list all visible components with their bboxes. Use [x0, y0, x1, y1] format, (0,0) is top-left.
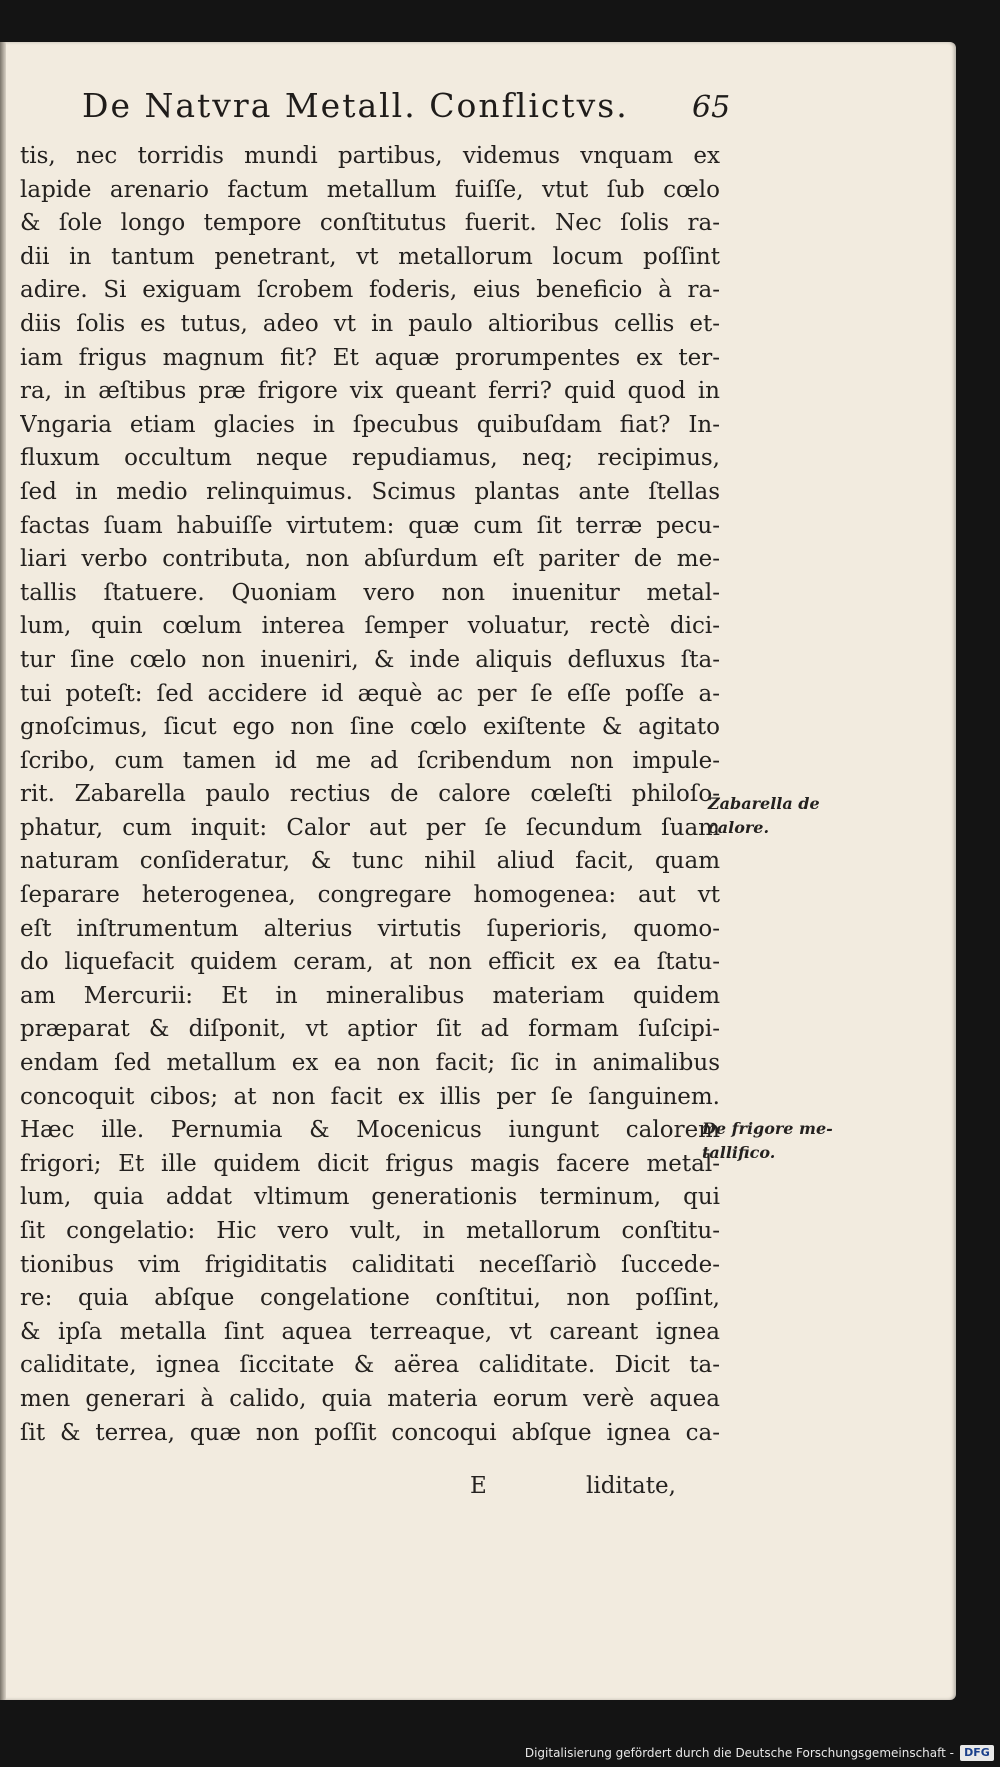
text-line: endam ſed metallum ex ea non facit; ſic in animalibus [20, 1050, 720, 1077]
text-line: re: quia abſque congelatione conſtitui, non poſſint, [20, 1285, 720, 1312]
text-line: tui poteſt: ſed accidere id æquè ac per ſe eſſe poſſe a- [20, 680, 720, 707]
text-line: lum, quin cœlum interea ſemper voluatur, rectè dici- [20, 613, 720, 640]
text-line: caliditate, ignea ſiccitate & aërea caliditate. Dicit ta- [20, 1352, 720, 1379]
text-line: præparat & diſponit, vt aptior ſit ad formam ſuſcipi- [20, 1016, 720, 1043]
signature-mark: E [470, 1473, 487, 1499]
body-text [20, 140, 720, 1450]
text-line: phatur, cum inquit: Calor aut per ſe ſecundum ſuam [20, 814, 720, 841]
text-line: eſt inſtrumentum alterius virtutis ſuperioris, quomo- [20, 915, 720, 942]
margin-note-line: tallifico. [702, 1143, 776, 1162]
text-line: am Mercurii: Et in mineralibus materiam quidem [20, 982, 720, 1009]
text-line: do liquefacit quidem ceram, at non efficit ex ea ſtatu- [20, 949, 720, 976]
text-line: ſit congelatio: Hic vero vult, in metallorum conſtitu- [20, 1218, 720, 1244]
margin-note-frigore [702, 1117, 833, 1165]
catchword: liditate, [586, 1473, 676, 1499]
dfg-logo-icon: DFG [960, 1745, 994, 1761]
text-line: ra, in æſtibus præ frigore vix queant ferri? quid quod in [20, 378, 720, 405]
page-gutter-edge [0, 42, 6, 1700]
text-line: & ipſa metalla ſint aquea terreaque, vt careant ignea [20, 1318, 720, 1345]
text-line: tionibus vim frigiditatis caliditati neceſſariò ſuccede- [20, 1251, 720, 1278]
digitization-credit [525, 1743, 994, 1763]
text-line: liari verbo contributa, non abſurdum eſt pariter de me- [20, 546, 720, 573]
margin-note-line: Zabarella de [708, 794, 820, 813]
text-line: factas ſuam habuiſſe virtutem: quæ cum ſit terræ pecu- [20, 512, 720, 539]
credit-text: Digitalisierung gefördert durch die Deutsche Forschungsgemeinschaft - [524, 1746, 954, 1760]
text-line: tur ſine cœlo non inueniri, & inde aliquis defluxus ſta- [20, 646, 720, 673]
text-line: frigori; Et ille quidem dicit frigus magis facere metal- [20, 1150, 720, 1177]
text-line: ſcribo, cum tamen id me ad ſcribendum non impule- [20, 747, 720, 774]
text-line: ſed in medio relinquimus. Scimus plantas ante ſtellas [20, 478, 720, 505]
margin-note-line: calore. [708, 818, 770, 837]
text-line: Hæc ille. Pernumia & Mocenicus iungunt calorem [20, 1117, 720, 1144]
text-line: dii in tantum penetrant, vt metallorum locum poſſint [20, 243, 720, 270]
text-line: iam frigus magnum fit? Et aquæ prorumpentes ex ter- [20, 344, 720, 371]
text-line: & ſole longo tempore conſtitutus fuerit. Nec ſolis ra- [20, 210, 720, 237]
text-line: lapide arenario factum metallum fuiſſe, vtut ſub cœlo [20, 176, 720, 203]
text-line: rit. Zabarella paulo rectius de calore cœleſti philoſo- [20, 781, 720, 808]
margin-note-zabarella [708, 792, 820, 840]
text-line: naturam conſideratur, & tunc nihil aliud facit, quam [20, 848, 720, 875]
page-number: 65 [692, 90, 731, 125]
running-head: De Natvra Metall. Conflictvs. [82, 86, 629, 125]
margin-note-line: De frigore me- [702, 1119, 833, 1138]
text-line: men generari à calido, quia materia eorum verè aquea [20, 1385, 720, 1412]
text-line: ſeparare heterogenea, congregare homogenea: aut vt [20, 882, 720, 909]
text-line: concoquit cibos; at non facit ex illis per ſe ſanguinem. [20, 1083, 720, 1110]
text-line: tallis ſtatuere. Quoniam vero non inuenitur metal- [20, 579, 720, 606]
text-line: Vngaria etiam glacies in ſpecubus quibuſdam fiat? In- [20, 411, 720, 438]
text-line: fluxum occultum neque repudiamus, neq; recipimus, [20, 445, 720, 472]
text-line: ſit & terrea, quæ non poſſit concoqui abſque ignea ca- [20, 1419, 720, 1446]
text-line: adire. Si exiguam ſcrobem foderis, eius beneficio à ra- [20, 277, 720, 304]
text-line: tis, nec torridis mundi partibus, videmus vnquam ex [20, 143, 720, 169]
text-line: lum, quia addat vltimum generationis terminum, qui [20, 1184, 720, 1211]
text-line: diis ſolis es tutus, adeo vt in paulo altioribus cellis et- [20, 310, 720, 337]
text-line: gnoſcimus, ſicut ego non ſine cœlo exiſtente & agitato [20, 714, 720, 741]
